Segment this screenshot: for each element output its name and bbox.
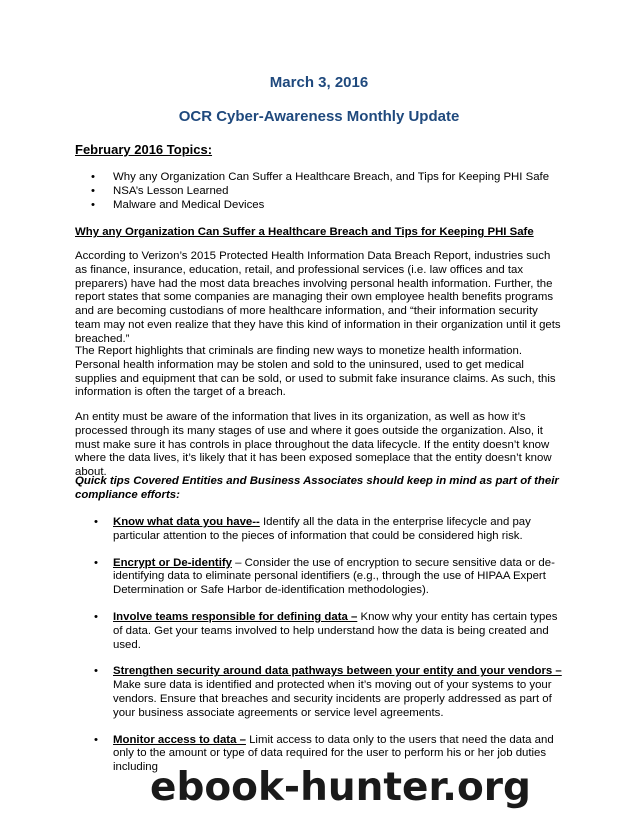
list-item: • NSA’s Lesson Learned bbox=[75, 184, 549, 198]
tip-text: Limit access to data only to the users that need the data and only to the amount or type of data required for the user to perform his or her job duties including bbox=[113, 733, 554, 774]
watermark: ebook-hunter.org bbox=[150, 765, 531, 810]
topics-heading: February 2016 Topics: bbox=[75, 142, 213, 157]
tip-lead: Encrypt or De-identify bbox=[113, 556, 232, 569]
tip-text: – Consider the use of encryption to secure sensitive data or de-identifying data to eliminate personal identifiers (e.g., through the use of HIPAA Expert Determination or Safe Harbor de-identification methodologies). bbox=[113, 556, 555, 597]
list-item: • Why any Organization Can Suffer a Healthcare Breach, and Tips for Keeping PHI Safe bbox=[75, 170, 549, 184]
tip-text: Know why your entity has certain types of data. Get your teams involved to help understand how the data is being created and used. bbox=[113, 610, 558, 651]
list-item bbox=[75, 516, 563, 544]
tip-lead: Strengthen security around data pathways between your entity and your vendors – bbox=[113, 665, 562, 678]
tip-lead: Know what data you have-- bbox=[113, 516, 260, 528]
paragraph-verizon-report: According to Verizon’s 2015 Protected Health Information Data Breach Report, industries such as finance, insurance, education, retail, and professional services (i.e. law offices and tax preparers) have had the most data breaches involving personal health information. Further, the report states that some companies are managing their own employee health benefits programs and are becoming custodians of more healthcare information, and “their information security team may not even realize that they have this kind of information in their organization until it gets breached.” bbox=[75, 250, 561, 345]
tips-list bbox=[75, 516, 563, 788]
paragraph-entity-aware: An entity must be aware of the information that lives in its organization, as well as how it’s processed through its many stages of use and where it goes outside the organization. Also, it must make sure it has controls in place throughout the data lifecycle. If the entity doesn’t know where the data lives, it’s likely that it has been exposed someplace that the entity doesn’t know about. bbox=[75, 411, 552, 479]
quick-tips-heading: Quick tips Covered Entities and Business Associates should keep in mind as part of their compliance efforts: bbox=[75, 475, 559, 501]
list-item bbox=[75, 611, 563, 652]
document-date: March 3, 2016 bbox=[269, 74, 369, 91]
tip-lead: Monitor access to data – bbox=[113, 733, 246, 746]
tip-text: Make sure data is identified and protected when it’s moving out of your systems to your vendors. Ensure that breaches and security incidents are properly addressed as part of your business associate agreements or service level agreements. bbox=[113, 679, 552, 719]
list-item bbox=[75, 665, 563, 720]
list-item: • Malware and Medical Devices bbox=[75, 198, 549, 212]
section-heading: Why any Organization Can Suffer a Healthcare Breach and Tips for Keeping PHI Safe bbox=[75, 226, 534, 238]
list-item bbox=[75, 557, 563, 598]
tip-text: Identify all the data in the enterprise lifecycle and pay particular attention to the pieces of information that could be considered high risk. bbox=[113, 516, 531, 542]
paragraph-monetize: The Report highlights that criminals are finding new ways to monetize health information. Personal health information may be stolen and sold to the uninsured, used to get medical supplies and equipment that can be sold, or used to submit fake insurance claims. As such, this information is often the target of a breach. bbox=[75, 345, 556, 399]
document-title: OCR Cyber-Awareness Monthly Update bbox=[178, 108, 460, 125]
tip-lead: Involve teams responsible for defining data – bbox=[113, 610, 358, 623]
topics-list bbox=[75, 170, 549, 212]
